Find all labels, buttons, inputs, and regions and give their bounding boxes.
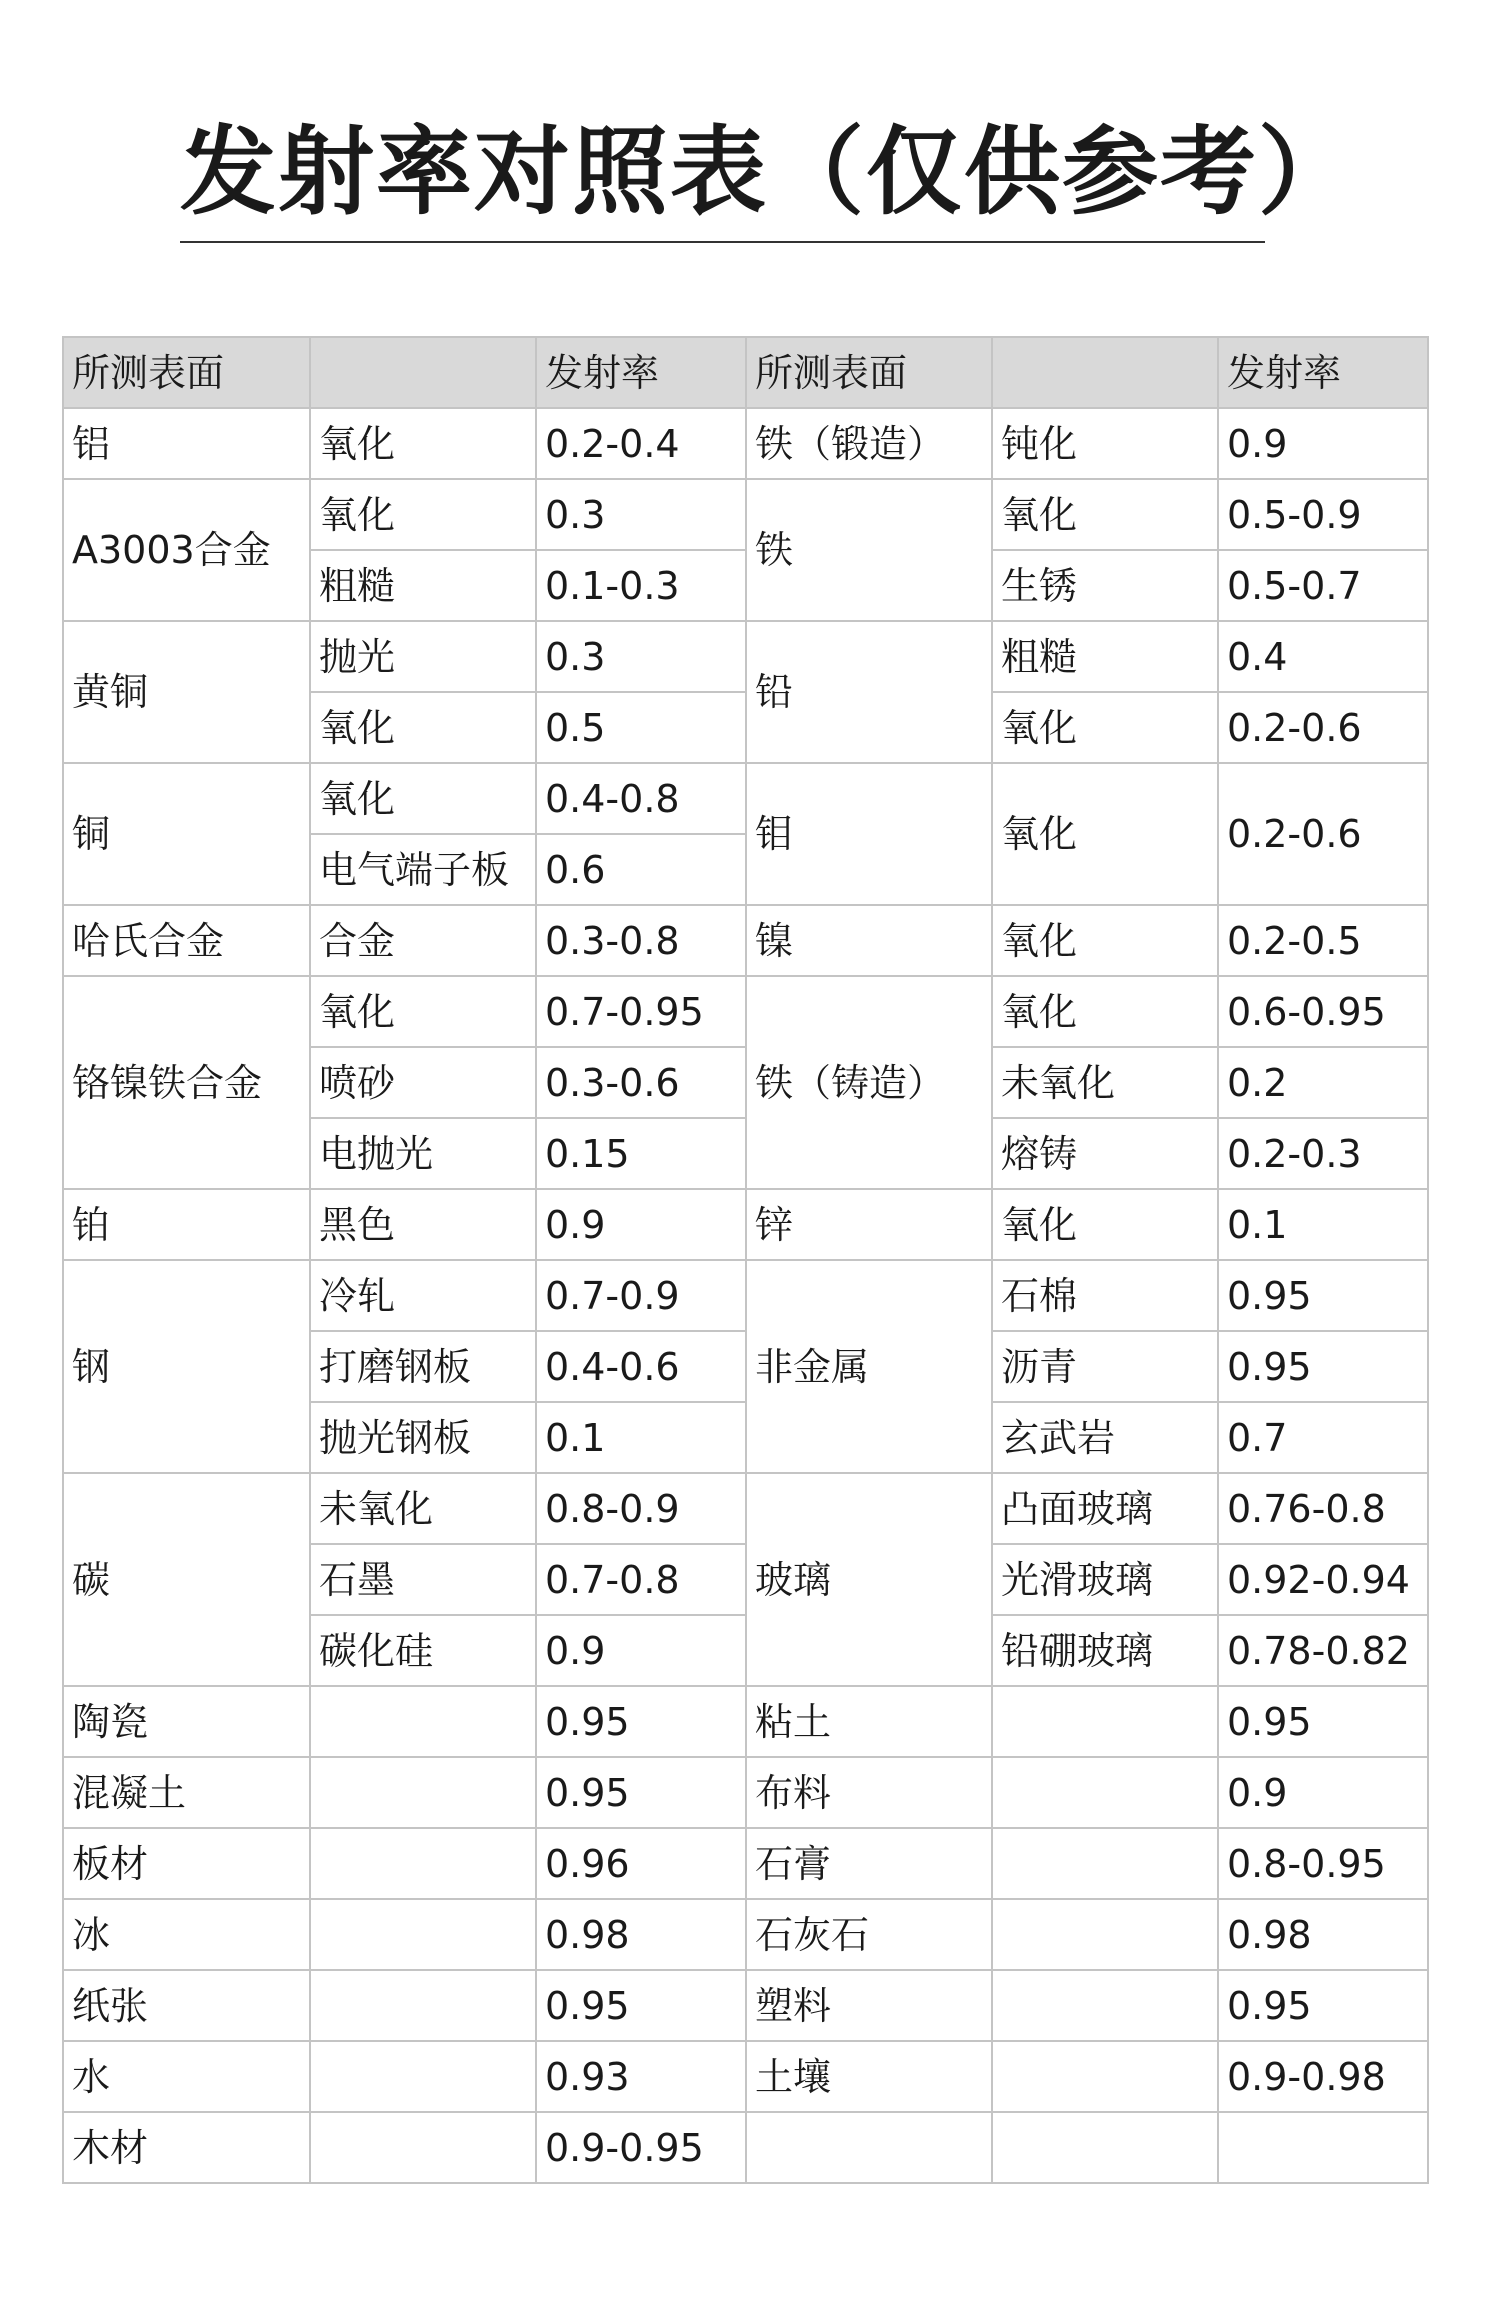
table-row: [63, 2112, 1428, 2183]
table-cell: [310, 1686, 536, 1757]
table-cell: 铅硼玻璃: [992, 1615, 1218, 1686]
table-header-row: [63, 337, 1428, 408]
table-cell: [992, 1970, 1218, 2041]
table-cell: 0.9: [536, 1615, 746, 1686]
table-cell: [310, 1757, 536, 1828]
table-row: [63, 1757, 1428, 1828]
table-row: [63, 1686, 1428, 1757]
header-cell: 所测表面: [63, 337, 310, 408]
table-cell: 0.98: [1218, 1899, 1428, 1970]
table-cell: 电气端子板: [310, 834, 536, 905]
table-cell: 0.3-0.6: [536, 1047, 746, 1118]
table-cell: [1218, 2112, 1428, 2183]
table-cell: 冷轧: [310, 1260, 536, 1331]
table-cell: 凸面玻璃: [992, 1473, 1218, 1544]
table-cell: 未氧化: [310, 1473, 536, 1544]
table-cell: 碳: [63, 1473, 310, 1686]
title-underline: [180, 241, 1265, 243]
table-cell: 0.5: [536, 692, 746, 763]
table-row: [63, 976, 1428, 1047]
table-cell: 0.6: [536, 834, 746, 905]
header-cell: [310, 337, 536, 408]
table-cell: 0.95: [536, 1686, 746, 1757]
table-cell: 喷砂: [310, 1047, 536, 1118]
table-cell: 铁（铸造）: [746, 976, 992, 1189]
table-cell: 0.15: [536, 1118, 746, 1189]
table-cell: 纸张: [63, 1970, 310, 2041]
table-cell: 电抛光: [310, 1118, 536, 1189]
table-cell: 铜: [63, 763, 310, 905]
table-cell: 铁（锻造）: [746, 408, 992, 479]
table-cell: 合金: [310, 905, 536, 976]
table-cell: [992, 1686, 1218, 1757]
emissivity-table: [62, 336, 1429, 2184]
table-cell: [310, 2041, 536, 2112]
table-row: [63, 408, 1428, 479]
table-cell: 打磨钢板: [310, 1331, 536, 1402]
table-cell: 0.6-0.95: [1218, 976, 1428, 1047]
table-cell: 铝: [63, 408, 310, 479]
table-body: [63, 408, 1428, 2183]
table-cell: 0.7-0.95: [536, 976, 746, 1047]
table-row: [63, 621, 1428, 692]
header-cell: [992, 337, 1218, 408]
header-cell: 所测表面: [746, 337, 992, 408]
table-cell: 板材: [63, 1828, 310, 1899]
table-cell: 抛光钢板: [310, 1402, 536, 1473]
table-cell: [310, 2112, 536, 2183]
table-cell: 锌: [746, 1189, 992, 1260]
table-cell: [746, 2112, 992, 2183]
table-cell: 氧化: [310, 976, 536, 1047]
table-cell: 0.3: [536, 621, 746, 692]
table-cell: 光滑玻璃: [992, 1544, 1218, 1615]
table-cell: 沥青: [992, 1331, 1218, 1402]
table-cell: 0.95: [1218, 1970, 1428, 2041]
table-cell: 石灰石: [746, 1899, 992, 1970]
table-cell: [992, 1899, 1218, 1970]
table-row: [63, 763, 1428, 834]
table-cell: 粗糙: [310, 550, 536, 621]
table-cell: 钝化: [992, 408, 1218, 479]
table-cell: 0.2-0.3: [1218, 1118, 1428, 1189]
table-row: [63, 479, 1428, 550]
table-row: [63, 1970, 1428, 2041]
table-cell: 0.9: [1218, 408, 1428, 479]
table-cell: 0.1: [536, 1402, 746, 1473]
table-cell: 0.5-0.7: [1218, 550, 1428, 621]
table-row: [63, 1189, 1428, 1260]
table-cell: 0.4: [1218, 621, 1428, 692]
table-cell: [992, 1828, 1218, 1899]
table-cell: 0.7-0.8: [536, 1544, 746, 1615]
table-cell: 水: [63, 2041, 310, 2112]
page-title: 发射率对照表（仅供参考）: [180, 116, 1356, 228]
table-cell: 石棉: [992, 1260, 1218, 1331]
table-cell: 铁: [746, 479, 992, 621]
table-row: [63, 1260, 1428, 1331]
table-cell: 铅: [746, 621, 992, 763]
table-cell: 0.2-0.6: [1218, 763, 1428, 905]
table-cell: 0.7-0.9: [536, 1260, 746, 1331]
table-cell: 碳化硅: [310, 1615, 536, 1686]
table-cell: 0.96: [536, 1828, 746, 1899]
table-cell: 氧化: [992, 479, 1218, 550]
table-cell: 氧化: [310, 763, 536, 834]
table-row: [63, 905, 1428, 976]
table-cell: 冰: [63, 1899, 310, 1970]
table-cell: 石墨: [310, 1544, 536, 1615]
table-cell: 氧化: [310, 408, 536, 479]
table-cell: 未氧化: [992, 1047, 1218, 1118]
table-cell: 0.95: [1218, 1331, 1428, 1402]
table-cell: 生锈: [992, 550, 1218, 621]
table-cell: 陶瓷: [63, 1686, 310, 1757]
table-cell: 0.98: [536, 1899, 746, 1970]
table-cell: [310, 1970, 536, 2041]
table-cell: [310, 1899, 536, 1970]
table-cell: 0.7: [1218, 1402, 1428, 1473]
table-cell: 0.95: [1218, 1686, 1428, 1757]
table-cell: 石膏: [746, 1828, 992, 1899]
table-cell: [992, 2041, 1218, 2112]
table-cell: 0.9-0.98: [1218, 2041, 1428, 2112]
table-cell: 0.2-0.6: [1218, 692, 1428, 763]
table-cell: 铬镍铁合金: [63, 976, 310, 1189]
header-cell: 发射率: [1218, 337, 1428, 408]
table-cell: 玻璃: [746, 1473, 992, 1686]
table-cell: 哈氏合金: [63, 905, 310, 976]
table-cell: 粗糙: [992, 621, 1218, 692]
table-cell: 0.1-0.3: [536, 550, 746, 621]
table-cell: 0.9: [536, 1189, 746, 1260]
table-cell: 玄武岩: [992, 1402, 1218, 1473]
table-cell: 0.76-0.8: [1218, 1473, 1428, 1544]
table-cell: 铂: [63, 1189, 310, 1260]
table-cell: 氧化: [992, 763, 1218, 905]
table-cell: 布料: [746, 1757, 992, 1828]
table-cell: [310, 1828, 536, 1899]
table-cell: 木材: [63, 2112, 310, 2183]
table-cell: 塑料: [746, 1970, 992, 2041]
table-cell: 0.1: [1218, 1189, 1428, 1260]
table-cell: 0.8-0.9: [536, 1473, 746, 1544]
table-cell: 0.3-0.8: [536, 905, 746, 976]
table-cell: A3003合金: [63, 479, 310, 621]
table-cell: [992, 2112, 1218, 2183]
table-cell: 0.4-0.8: [536, 763, 746, 834]
table-cell: 0.78-0.82: [1218, 1615, 1428, 1686]
table-row: [63, 1828, 1428, 1899]
table-cell: 0.95: [536, 1970, 746, 2041]
table-row: [63, 2041, 1428, 2112]
table-cell: 0.5-0.9: [1218, 479, 1428, 550]
table-cell: 抛光: [310, 621, 536, 692]
table-cell: 0.3: [536, 479, 746, 550]
table-cell: 熔铸: [992, 1118, 1218, 1189]
table-cell: 0.95: [536, 1757, 746, 1828]
table-cell: 0.9-0.95: [536, 2112, 746, 2183]
header-cell: 发射率: [536, 337, 746, 408]
table-cell: 钢: [63, 1260, 310, 1473]
table-row: [63, 1473, 1428, 1544]
table-cell: 0.8-0.95: [1218, 1828, 1428, 1899]
table-cell: 粘土: [746, 1686, 992, 1757]
table-cell: 0.93: [536, 2041, 746, 2112]
table-cell: 氧化: [992, 905, 1218, 976]
table-cell: 0.95: [1218, 1260, 1428, 1331]
table-cell: 钼: [746, 763, 992, 905]
table-cell: 氧化: [992, 1189, 1218, 1260]
table-cell: 氧化: [310, 479, 536, 550]
table-cell: 土壤: [746, 2041, 992, 2112]
table-cell: 混凝土: [63, 1757, 310, 1828]
table-row: [63, 1899, 1428, 1970]
table-cell: [992, 1757, 1218, 1828]
table-cell: 镍: [746, 905, 992, 976]
table-cell: 氧化: [992, 976, 1218, 1047]
table-cell: 氧化: [992, 692, 1218, 763]
table-cell: 氧化: [310, 692, 536, 763]
table-cell: 黄铜: [63, 621, 310, 763]
table-cell: 非金属: [746, 1260, 992, 1473]
table-cell: 0.9: [1218, 1757, 1428, 1828]
table-cell: 0.4-0.6: [536, 1331, 746, 1402]
table-cell: 0.2-0.5: [1218, 905, 1428, 976]
table-cell: 0.2: [1218, 1047, 1428, 1118]
table-cell: 0.92-0.94: [1218, 1544, 1428, 1615]
table-cell: 0.2-0.4: [536, 408, 746, 479]
table-cell: 黑色: [310, 1189, 536, 1260]
